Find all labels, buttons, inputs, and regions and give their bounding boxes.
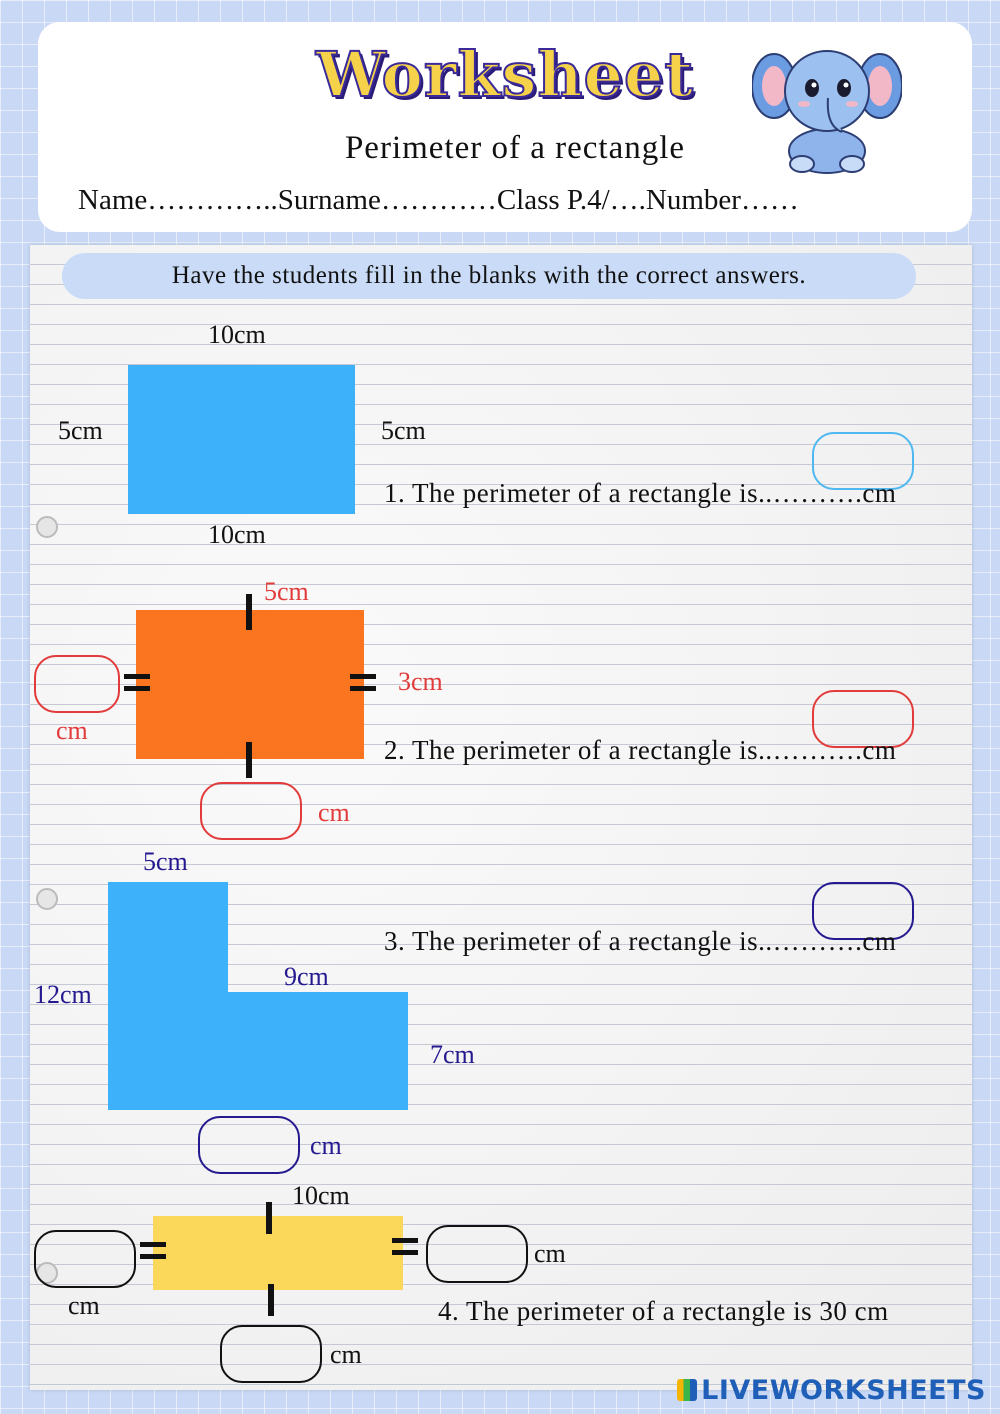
instruction-banner: Have the students fill in the blanks with the correct answers. — [62, 253, 916, 299]
q1-right-label: 5cm — [381, 416, 426, 445]
q3-bottom-side-input[interactable] — [198, 1116, 300, 1174]
q3-left-label: 12cm — [34, 980, 92, 1009]
q2-left-equal-mark — [124, 674, 150, 679]
q4-bottom-side-input[interactable] — [220, 1325, 322, 1383]
q4-top-tick-mark — [266, 1202, 272, 1234]
q2-left-equal-mark — [124, 686, 150, 691]
q3-inner-label: 9cm — [284, 962, 329, 991]
q4-right-equal-mark — [392, 1238, 418, 1243]
worksheet-subtitle: Perimeter of a rectangle — [344, 130, 686, 166]
q4-bottom-unit: cm — [330, 1340, 362, 1369]
q3-l-shape — [108, 882, 410, 1112]
q4-right-side-input[interactable] — [426, 1225, 528, 1283]
q1-left-label: 5cm — [58, 416, 103, 445]
liveworksheets-logo-icon — [677, 1379, 697, 1401]
q1-top-label: 10cm — [208, 320, 266, 349]
liveworksheets-logo[interactable] — [677, 1375, 986, 1406]
q4-bottom-tick-mark — [268, 1284, 274, 1316]
q4-left-equal-mark — [140, 1254, 166, 1259]
q2-bottom-unit: cm — [318, 798, 350, 827]
worksheet-title: Worksheet — [315, 38, 695, 111]
q2-top-tick-mark — [246, 594, 252, 630]
q4-rectangle — [153, 1216, 403, 1290]
q2-bottom-tick-mark — [246, 742, 252, 778]
q2-right-equal-mark — [350, 674, 376, 679]
q4-left-side-input[interactable] — [34, 1230, 136, 1288]
q1-rectangle — [128, 365, 355, 514]
punch-hole — [36, 516, 58, 538]
punch-hole — [36, 888, 58, 910]
q3-question-text: 3. The perimeter of a rectangle is..……….cm — [384, 926, 897, 956]
q2-left-side-input[interactable] — [34, 655, 120, 713]
q2-left-unit: cm — [56, 716, 88, 745]
q3-bottom-unit: cm — [310, 1131, 342, 1160]
q2-top-label: 5cm — [264, 577, 309, 606]
student-info-line: Name…………..Surname…………Class P.4/….Number…… — [78, 184, 799, 216]
q3-right-label: 7cm — [430, 1040, 475, 1069]
q4-left-unit: cm — [68, 1291, 100, 1320]
q2-rectangle — [136, 610, 364, 759]
liveworksheets-logo-text: LIVEWORKSHEETS — [701, 1375, 986, 1406]
q4-question-text: 4. The perimeter of a rectangle is 30 cm — [438, 1296, 889, 1326]
q1-bottom-label: 10cm — [208, 520, 266, 549]
q4-right-unit: cm — [534, 1239, 566, 1268]
q4-left-equal-mark — [140, 1242, 166, 1247]
q3-top-label: 5cm — [143, 847, 188, 876]
q2-question-text: 2. The perimeter of a rectangle is..……….cm — [384, 735, 897, 765]
q4-top-label: 10cm — [292, 1181, 350, 1210]
q2-right-equal-mark — [350, 686, 376, 691]
q1-question-text: 1. The perimeter of a rectangle is..……….cm — [384, 478, 897, 508]
q2-right-label: 3cm — [398, 667, 443, 696]
q2-bottom-side-input[interactable] — [200, 782, 302, 840]
q4-right-equal-mark — [392, 1250, 418, 1255]
